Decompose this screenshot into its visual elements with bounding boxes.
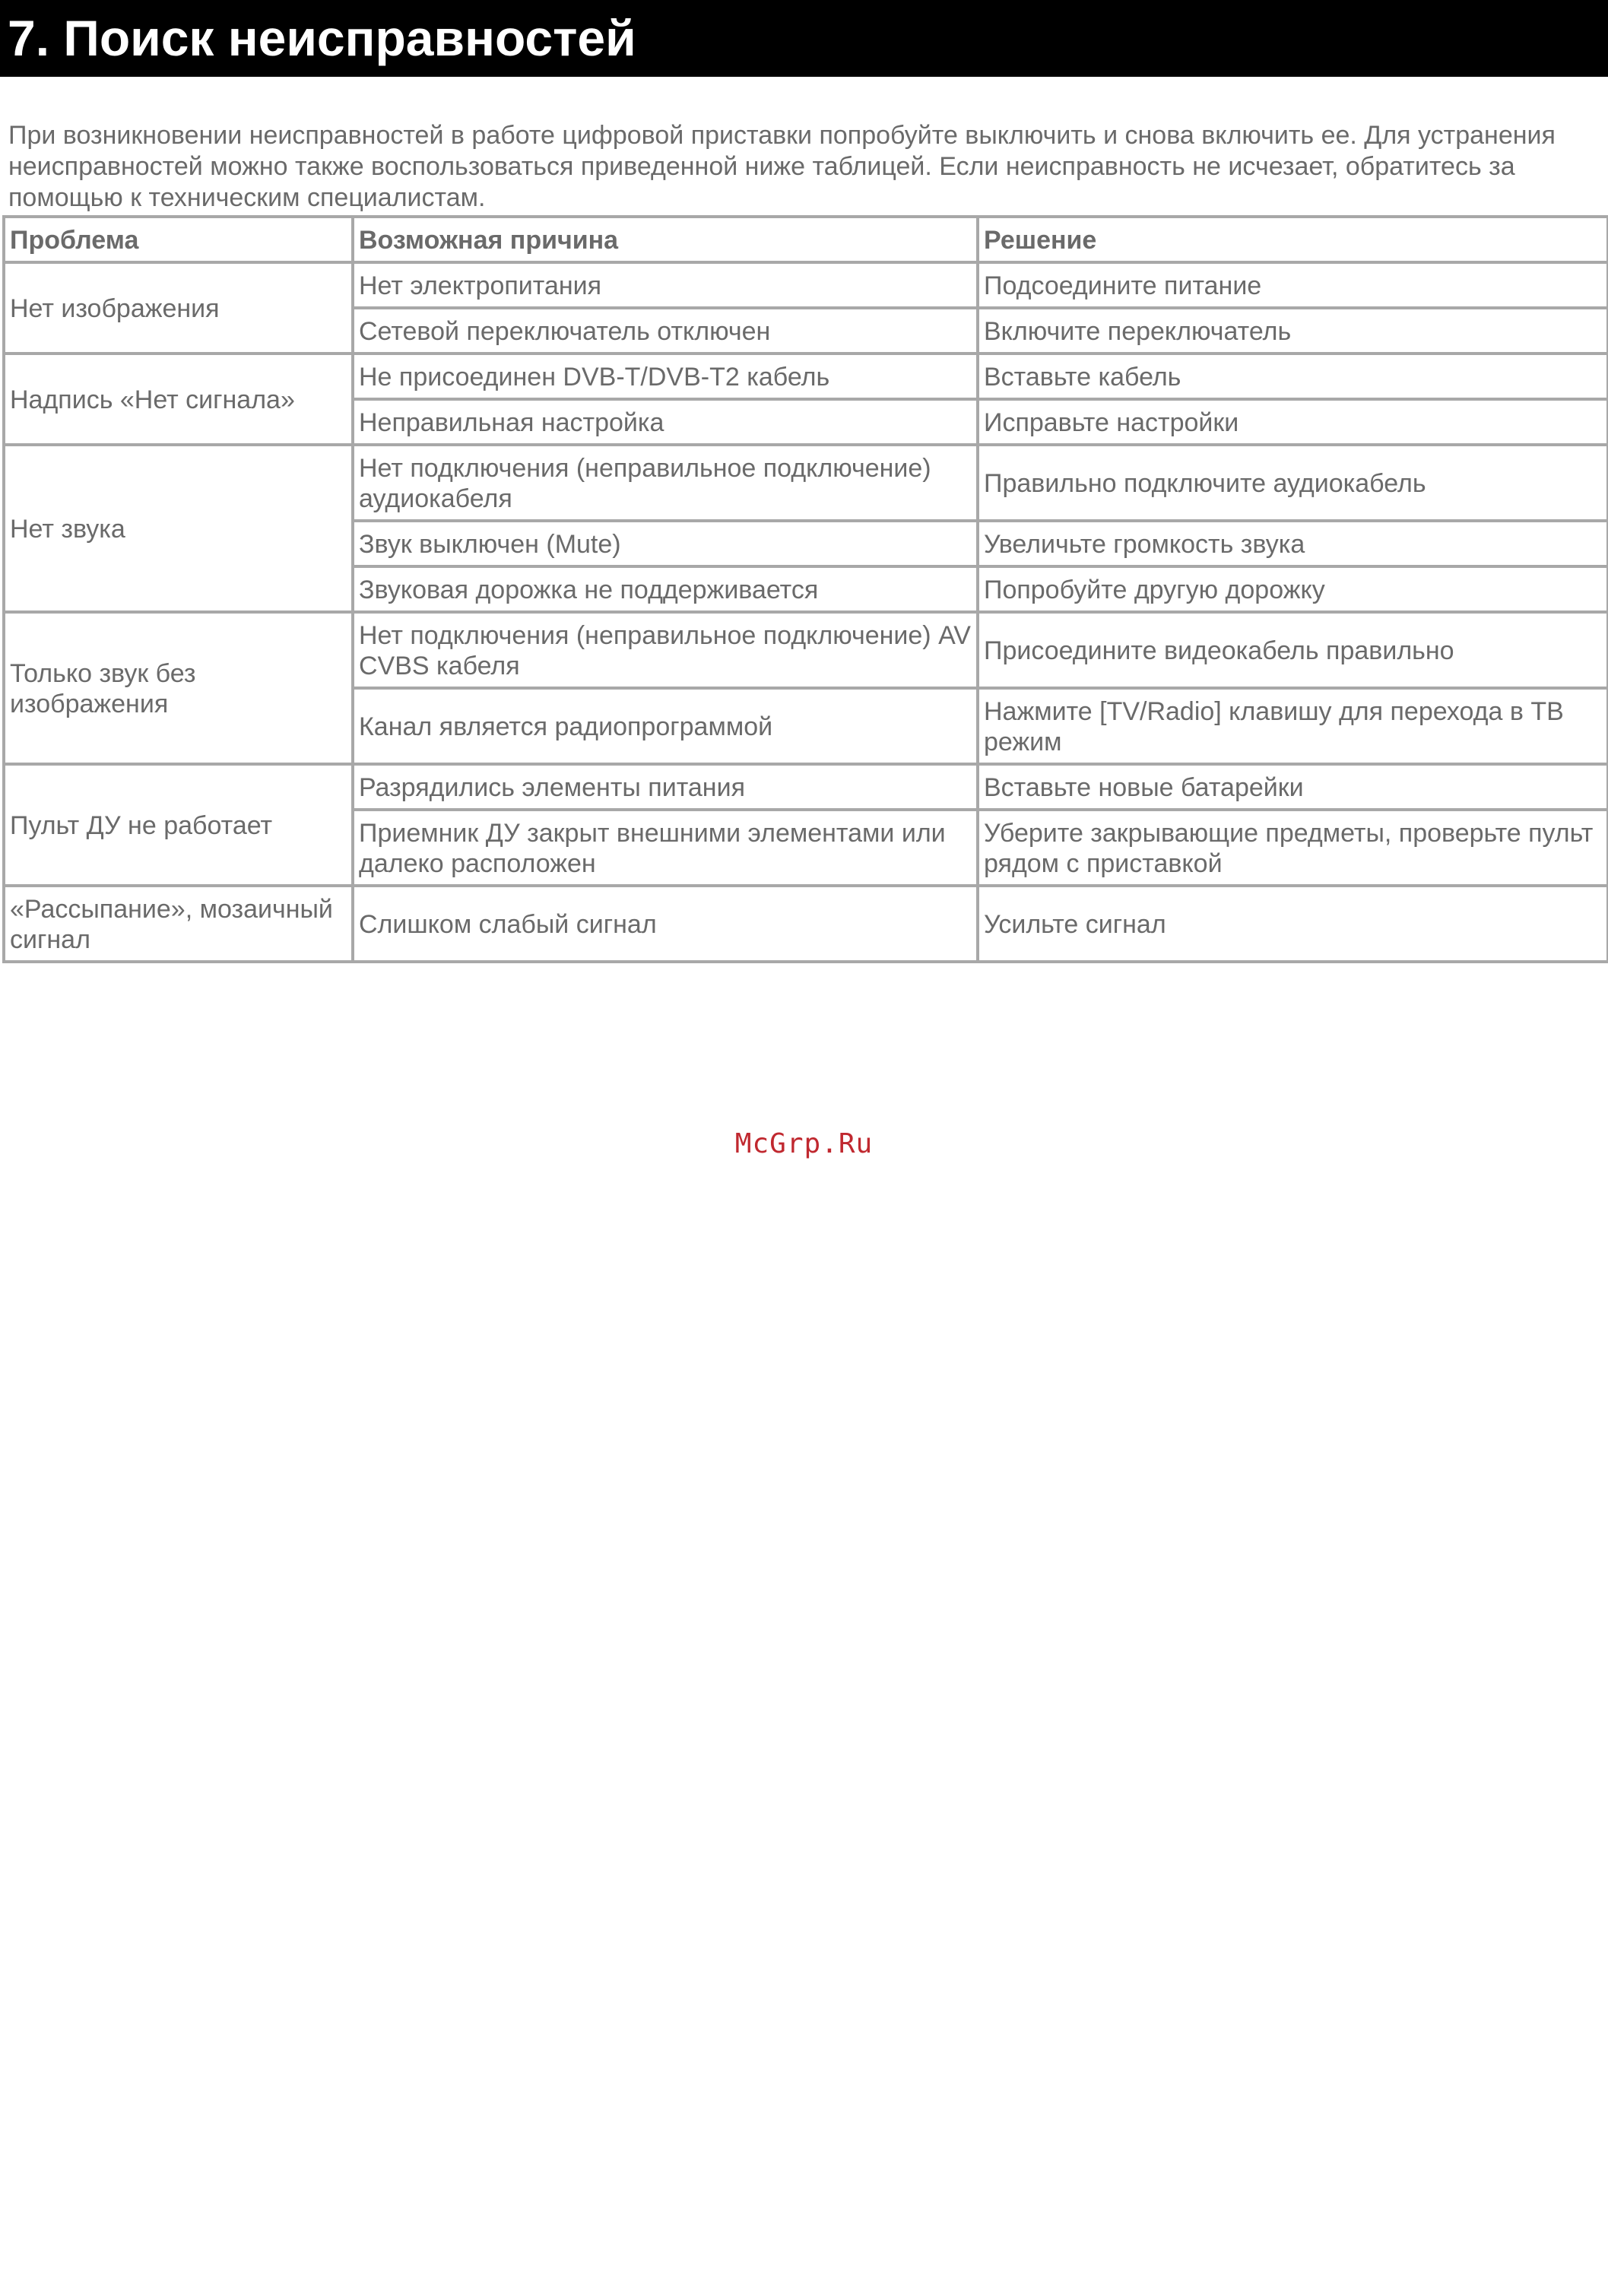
- table-row: [5, 264, 1608, 309]
- solution-cell: Попробуйте другую дорожку: [979, 568, 1608, 614]
- table-row: [5, 887, 1608, 963]
- solution-cell: Вставьте кабель: [979, 355, 1608, 401]
- table-row: [5, 614, 1608, 690]
- problem-cell: Пульт ДУ не работает: [5, 766, 354, 887]
- solution-cell: Исправьте настройки: [979, 401, 1608, 446]
- cause-cell: Приемник ДУ закрыт внешними элементами или далеко расположен: [354, 811, 979, 887]
- cause-cell: Нет электропитания: [354, 264, 979, 309]
- cause-cell: Разрядились элементы питания: [354, 766, 979, 811]
- table-header-row: [5, 218, 1608, 264]
- cause-cell: Звуковая дорожка не поддерживается: [354, 568, 979, 614]
- cause-cell: Сетевой переключатель отключен: [354, 309, 979, 355]
- solution-cell: Присоедините видеокабель правильно: [979, 614, 1608, 690]
- solution-cell: Уберите закрывающие предметы, проверьте пульт рядом с приставкой: [979, 811, 1608, 887]
- solution-cell: Подсоедините питание: [979, 264, 1608, 309]
- cause-cell: Не присоединен DVB-T/DVB-T2 кабель: [354, 355, 979, 401]
- page-title: 7. Поиск неисправностей: [8, 10, 636, 66]
- troubleshooting-table: [2, 215, 1608, 963]
- table-row: [5, 766, 1608, 811]
- problem-cell: Нет звука: [5, 446, 354, 614]
- cause-cell: Нет подключения (неправильное подключение) AV CVBS кабеля: [354, 614, 979, 690]
- cause-cell: Нет подключения (неправильное подключение) аудиокабеля: [354, 446, 979, 522]
- solution-cell: Вставьте новые батарейки: [979, 766, 1608, 811]
- cause-cell: Слишком слабый сигнал: [354, 887, 979, 963]
- solution-cell: Правильно подключите аудиокабель: [979, 446, 1608, 522]
- cause-cell: Канал является радиопрограммой: [354, 690, 979, 766]
- watermark-text: McGrp.Ru: [734, 1128, 874, 1159]
- solution-cell: Усильте сигнал: [979, 887, 1608, 963]
- problem-cell: Нет изображения: [5, 264, 354, 355]
- table-row: [5, 355, 1608, 401]
- problem-cell: Только звук без изображения: [5, 614, 354, 766]
- header-cause: Возможная причина: [354, 218, 979, 264]
- cause-cell: Неправильная настройка: [354, 401, 979, 446]
- intro-paragraph: При возникновении неисправностей в работе цифровой приставки попробуйте выключить и снова включить ее. Для устранения неисправностей можно также воспользоваться приведенной ниже таблицей. Если неисправность не исчезает, обратитесь за помощью к техническим специалистам.: [8, 121, 1556, 212]
- header-problem: Проблема: [5, 218, 354, 264]
- solution-cell: Включите переключатель: [979, 309, 1608, 355]
- problem-cell: «Рассыпание», мозаичный сигнал: [5, 887, 354, 963]
- cause-cell: Звук выключен (Mute): [354, 522, 979, 568]
- header-solution: Решение: [979, 218, 1608, 264]
- table-row: [5, 446, 1608, 522]
- solution-cell: Увеличьте громкость звука: [979, 522, 1608, 568]
- problem-cell: Надпись «Нет сигнала»: [5, 355, 354, 446]
- section-title-bar: [0, 0, 1608, 77]
- solution-cell: Нажмите [TV/Radio] клавишу для перехода в ТВ режим: [979, 690, 1608, 766]
